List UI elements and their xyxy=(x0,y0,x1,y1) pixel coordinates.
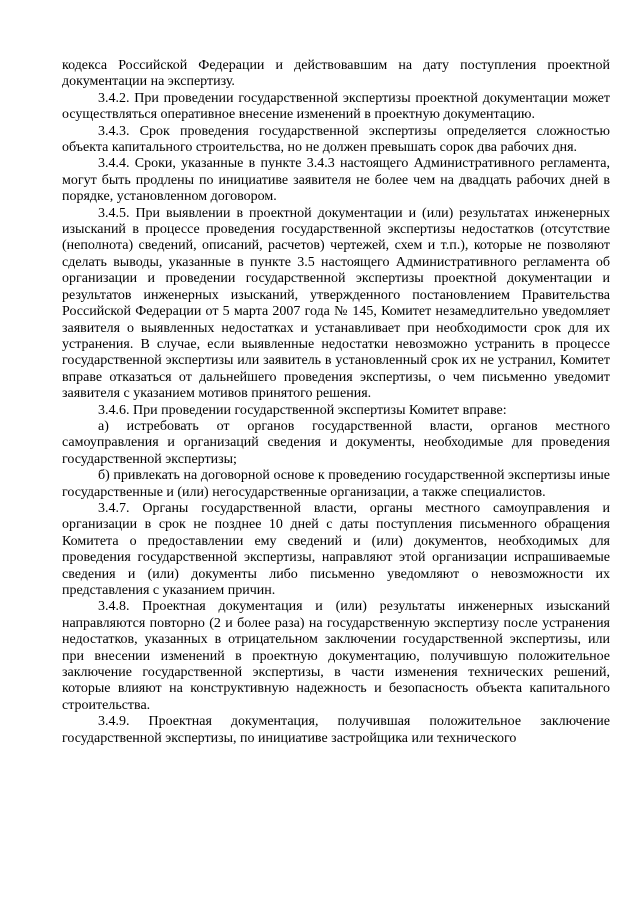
paragraph-3-4-6: 3.4.6. При проведении государственной экспертизы Комитет вправе: xyxy=(98,402,507,418)
paragraph-3-4-3: 3.4.3. Срок проведения государственной экспертизы определяется сложностью объекта капитального строительства, но не должен превышать сорок два рабочих дня. xyxy=(62,123,610,156)
paragraph-3-4-2: 3.4.2. При проведении государственной экспертизы проектной документации может осуществляться оперативное внесение изменений в проектную документацию. xyxy=(62,90,610,123)
paragraph-3-4-6-b: б) привлекать на договорной основе к проведению государственной экспертизы иные государственные и (или) негосударственные организации, а также специалистов. xyxy=(62,468,610,500)
paragraph-3-4-4: 3.4.4. Сроки, указанные в пункте 3.4.3 настоящего Административного регламента, могут быть продлены по инициативе заявителя не более чем на двадцать рабочих дней в порядке, установленном договором. xyxy=(62,156,610,205)
paragraph-3-4-5: 3.4.5. При выявлении в проектной документации и (или) результатах инженерных изысканий в процессе проведения государственной экспертизы недостатков (отсутствие (неполнота) сведений, описаний, расчетов) чертежей, схем и т.п.), которые не позволяют сделать выводы, указанные в пункте 3.5 настоящего Административного регламента об организации и проведении государственной экспертизы проектной документации и результатов инженерных изысканий, утвержденного постановлением Правительства Российской Федерации от 5 марта 2007 года № 145, Комитет незамедлительно уведомляет заявителя о выявленных недостатках и устанавливает при необходимости срок для их устранения. В случае, если выявленные недостатки невозможно устранить в процессе государственной экспертизы или заявитель в установленный срок их не устранил, Комитет вправе отказаться от дальнейшего проведения экспертизы, о чем письменно уведомит заявителя с указанием мотивов принятого решения. xyxy=(62,205,610,402)
paragraph-3-4-9: 3.4.9. Проектная документация, получившая положительное заключение государственной экспертизы, по инициативе застройщика или технического xyxy=(62,714,610,746)
paragraph-3-4-6-a: а) истребовать от органов государственной власти, органов местного самоуправления и организаций сведения и документы, необходимые для проведения государственной экспертизы; xyxy=(62,418,610,467)
paragraph-3-4-7: 3.4.7. Органы государственной власти, органы местного самоуправления и организации в срок не позднее 10 дней с даты поступления письменного обращения Комитета о предоставлении ему сведений и (или) документов, необходимых для проведения государственной экспертизы, направляют этой организации испрашиваемые сведения и (или) документы либо письменно уведомляют о невозможности их представления с указанием причин. xyxy=(62,500,610,598)
paragraph-3-4-8: 3.4.8. Проектная документация и (или) результаты инженерных изысканий направляются повторно (2 и более раза) на государственную экспертизу после устранения недостатков, указанных в отрицательном заключении государственной экспертизы, или при внесении изменений в проектную документацию, получившую положительное заключение государственной экспертизы, в части изменения технических решений, которые влияют на конструктивную надежность и безопасность объекта капитального строительства. xyxy=(62,599,610,713)
document-page xyxy=(62,58,610,747)
paragraph-continuation: кодекса Российской Федерации и действовавшим на дату поступления проектной документации на экспертизу. xyxy=(62,58,610,90)
